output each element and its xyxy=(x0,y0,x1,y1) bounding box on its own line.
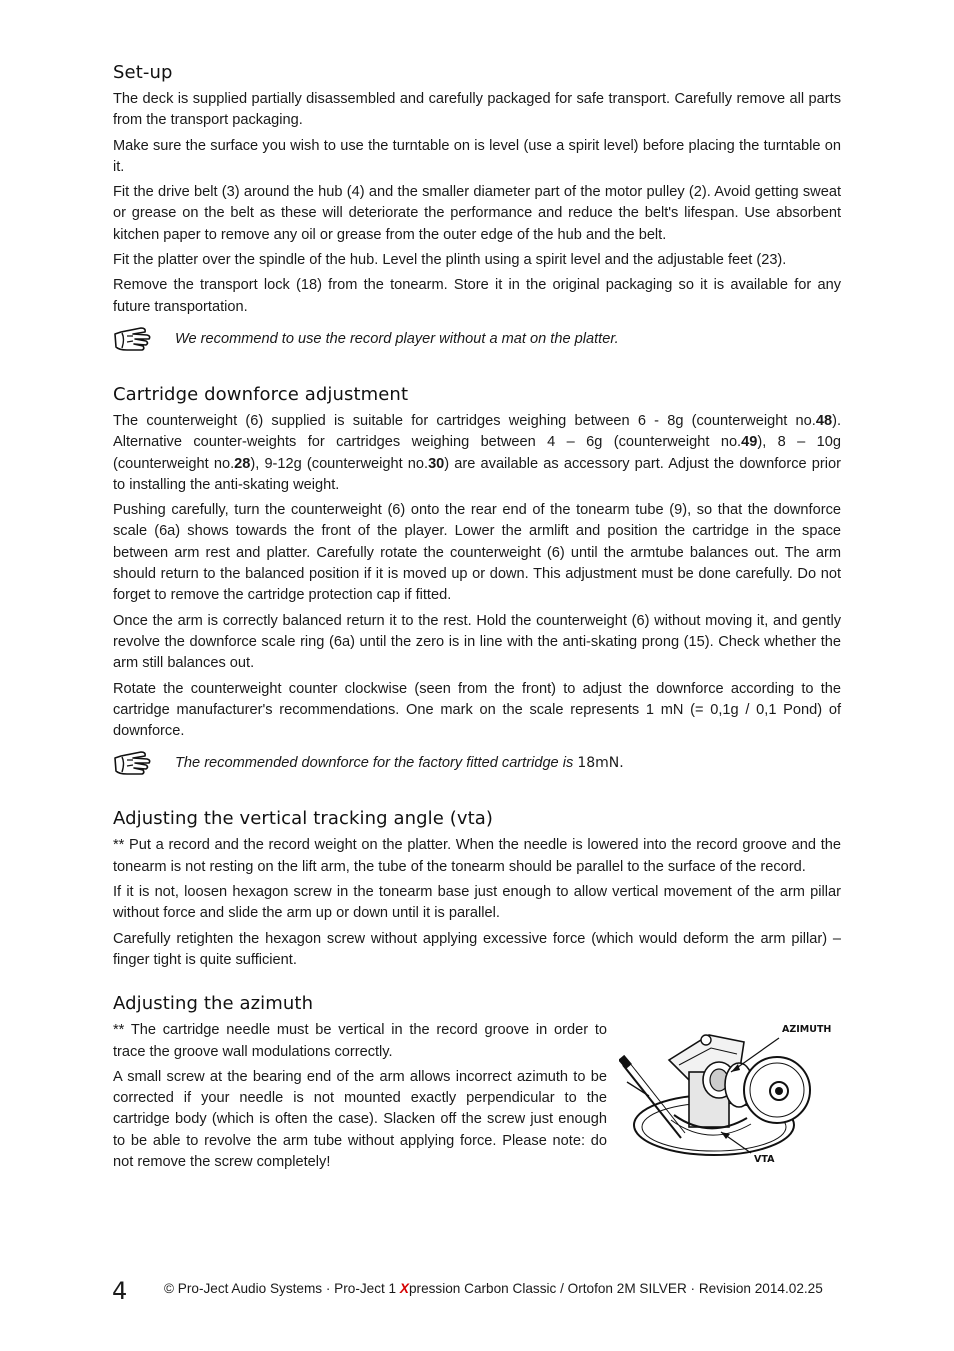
downforce-note-label: The recommended downforce for the factory fitted cartridge is xyxy=(175,755,578,772)
downforce-paragraph-1 xyxy=(113,411,841,496)
setup-paragraph-4: Fit the platter over the spindle of the hub. Level the plinth using a spirit level and the adjustable feet (23). xyxy=(113,252,787,269)
downforce-p1-part: ), 9-12g (counterweight no. xyxy=(250,455,429,472)
footer-brand-x: X xyxy=(399,1281,409,1296)
footer-copyright xyxy=(164,1281,823,1296)
footer-text-start: © Pro-Ject Audio Systems · Pro-Ject 1 xyxy=(164,1281,400,1296)
page-number: 4 xyxy=(112,1277,128,1305)
vta-paragraph-2: If it is not, loosen hexagon screw in the tonearm base just enough to allow vertical movement of the arm pillar without force and slide the arm up or down until it is parallel. xyxy=(113,884,841,922)
heading-azimuth: Adjusting the azimuth xyxy=(113,993,314,1015)
downforce-paragraph-3: Once the arm is correctly balanced return it to the rest. Hold the counterweight (6) without moving it, and gently revolve the downforce scale ring (6a) until the zero is in line with the anti-skating prong (15). Check whether the arm still balances out. xyxy=(113,612,841,672)
section-azimuth xyxy=(113,993,841,1177)
downforce-paragraph-4: Rotate the counterweight counter clockwise (seen from the front) to adjust the downforce according to the cartridge manufacturer's recommendations. One mark on the scale represents 1 mN (= 0,1g / 0,1 Pond) of downforce. xyxy=(113,680,841,740)
vta-paragraph-1: ** Put a record and the record weight on the platter. When the needle is lowered into the record groove and the tonearm is not resting on the lift arm, the tube of the tonearm should be parallel to the surface of the record. xyxy=(113,837,841,875)
setup-paragraph-2: Make sure the surface you wish to use the turntable on is level (use a spirit level) before placing the turntable on it. xyxy=(113,137,841,175)
counterweight-number-30: 30 xyxy=(428,455,445,472)
figure-label-vta: VTA xyxy=(754,1154,775,1166)
heading-vta: Adjusting the vertical tracking angle (vta) xyxy=(113,808,494,830)
page-footer xyxy=(112,1276,842,1308)
setup-note-text: We recommend to use the record player without a mat on the platter. xyxy=(175,330,619,347)
tonearm-bearing-drawing xyxy=(619,1020,841,1172)
downforce-p1-part: ), 8 – 10g (counterweight no. xyxy=(113,434,841,472)
downforce-p1-part: ) are available as accessory part. Adjust the downforce prior to installing the anti-skating weight. xyxy=(113,455,841,493)
downforce-paragraph-2: Pushing carefully, turn the counterweight (6) onto the rear end of the tonearm tube (9), so that the downforce scale (6a) shows towards the front of the player. Lower the armlift and position the cartridge in the space between arm rest and platter. Carefully rotate the counterweight (6) until the armtube balances out. The arm should return to the balanced position if it is moved up or down. This adjustment must be done carefully. Do not forget to remove the cartridge protection cap if fitted. xyxy=(113,502,841,604)
azimuth-paragraph-1: ** The cartridge needle must be vertical in the record groove in order to trace the groove wall modulations correctly. xyxy=(113,1022,607,1060)
azimuth-paragraph-2: A small screw at the bearing end of the arm allows incorrect azimuth to be corrected if your needle is not mounted exactly perpendicular to the cartridge body (which is often the case). Slacken off the screw just enough to be able to revolve the arm tube without applying force. Please note: do not remove the screw completely! xyxy=(113,1068,607,1170)
vta-paragraph-3: Carefully retighten the hexagon screw without applying excessive force (which would deform the arm pillar) – finger tight is quite sufficient. xyxy=(113,930,841,968)
downforce-note-text xyxy=(175,755,624,771)
downforce-value: 18mN xyxy=(577,755,620,772)
downforce-note-end: . xyxy=(619,755,624,772)
azimuth-content xyxy=(113,1020,841,1177)
setup-paragraph-1: The deck is supplied partially disassembled and carefully packaged for safe transport. Carefully remove all parts from the transport packaging. xyxy=(113,91,841,129)
downforce-note xyxy=(113,748,841,778)
downforce-p1-part: ). Alternative counter-weights for cartridges weighing between 4 – 6g (counterweight no. xyxy=(113,412,841,451)
pointing-hand-icon xyxy=(113,324,153,354)
pointing-hand-icon xyxy=(113,748,153,778)
counterweight-number-48: 48 xyxy=(815,412,833,429)
section-setup xyxy=(113,62,841,354)
section-downforce xyxy=(113,384,841,778)
counterweight-number-49: 49 xyxy=(741,434,758,451)
section-vta xyxy=(113,808,841,971)
counterweight-number-28: 28 xyxy=(234,455,251,472)
azimuth-text xyxy=(113,1020,607,1177)
heading-downforce: Cartridge downforce adjustment xyxy=(113,383,409,405)
setup-note xyxy=(113,324,841,354)
tonearm-bearing-illustration xyxy=(619,1020,841,1172)
heading-setup: Set-up xyxy=(113,62,173,83)
document-page xyxy=(113,62,841,1195)
setup-paragraph-3: Fit the drive belt (3) around the hub (4) and the smaller diameter part of the motor pulley (2). Avoid getting sweat or grease on the belt as these will deteriorate the performance and reduce the belt's lifespan. Use absorbent kitchen paper to remove any oil or grease from the outer edge of the hub and the belt. xyxy=(113,184,841,243)
footer-text-end: pression Carbon Classic / Ortofon 2M SILVER · Revision 2014.02.25 xyxy=(408,1281,823,1296)
figure-label-azimuth: AZIMUTH xyxy=(782,1024,832,1036)
setup-paragraph-5: Remove the transport lock (18) from the tonearm. Store it in the original packaging so it is available for any future transportation. xyxy=(113,277,841,315)
downforce-p1-part: The counterweight (6) supplied is suitable for cartridges weighing between 6 - 8g (counterweight no. xyxy=(113,412,816,429)
